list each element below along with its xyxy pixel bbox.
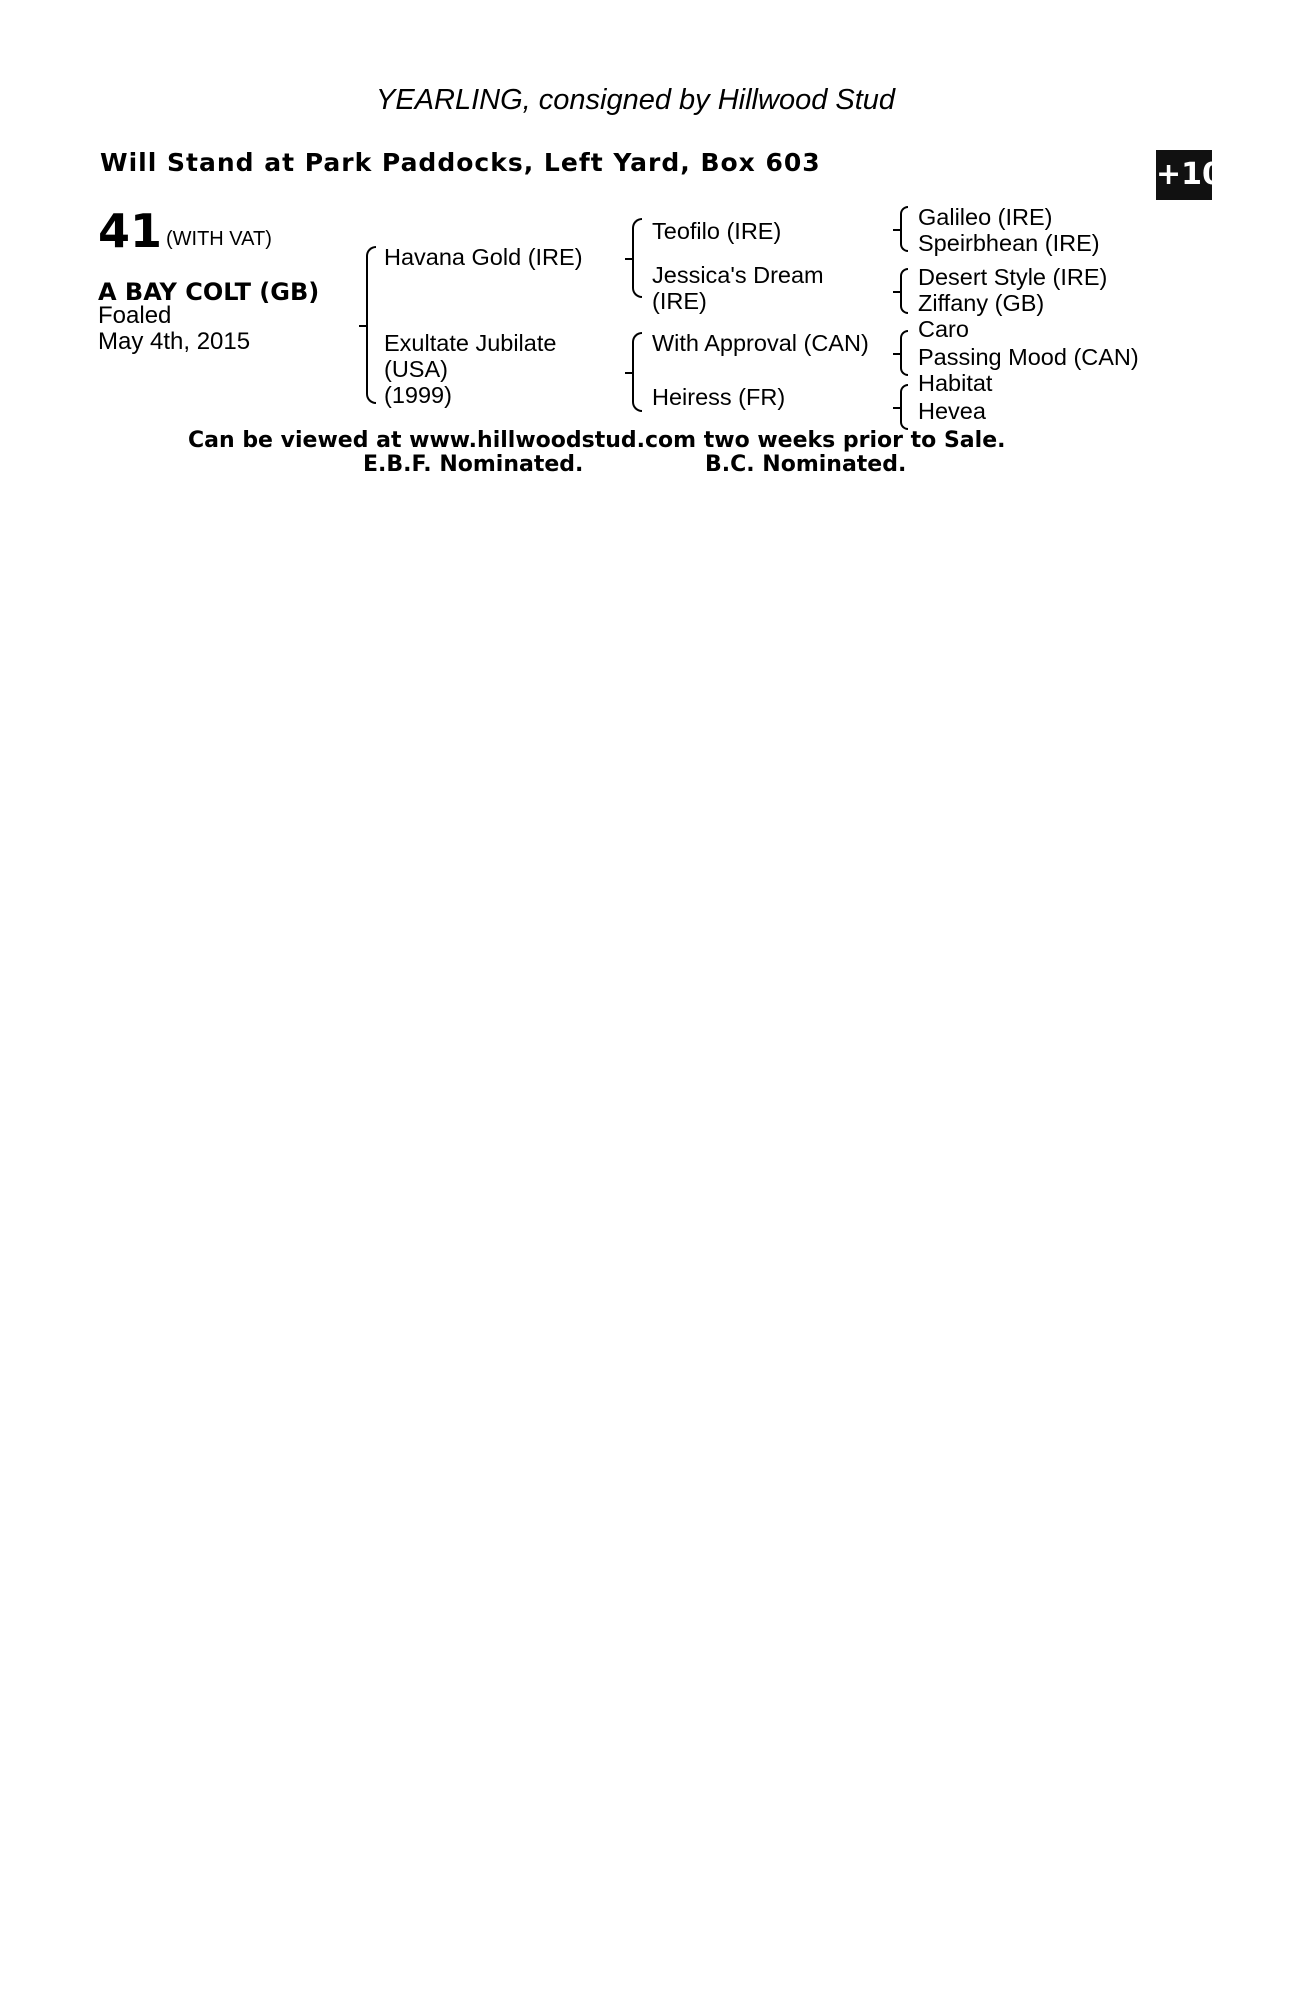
lot-number: 41 xyxy=(98,204,163,258)
brace-g3-1 xyxy=(900,206,908,252)
foaled-label: Foaled xyxy=(98,302,172,329)
foaled-date: May 4th, 2015 xyxy=(98,328,251,355)
pedigree-dds: Habitat xyxy=(918,370,993,396)
vat-note: (WITH VAT) xyxy=(166,228,272,250)
lot-description: A BAY COLT (GB) xyxy=(98,278,320,306)
stand-location: Will Stand at Park Paddocks, Left Yard, Box 603 xyxy=(100,148,821,177)
pedigree-dam-line3: (1999) xyxy=(384,382,452,408)
pedigree-dsd: Passing Mood (CAN) xyxy=(918,344,1139,370)
pedigree-ddd: Hevea xyxy=(918,398,986,424)
pedigree-ssd: Speirbhean (IRE) xyxy=(918,230,1100,256)
pedigree-sire: Havana Gold (IRE) xyxy=(384,244,583,270)
bc-nominated: B.C. Nominated. xyxy=(705,452,907,477)
consignment-title: YEARLING, consigned by Hillwood Stud xyxy=(376,84,896,116)
pedigree-dam-dam: Heiress (FR) xyxy=(652,384,786,410)
pedigree-sds: Desert Style (IRE) xyxy=(918,264,1108,290)
pedigree-dam-line1: Exultate Jubilate xyxy=(384,330,557,356)
pedigree-sdd: Ziffany (GB) xyxy=(918,290,1045,316)
brace-g3-4 xyxy=(900,384,908,430)
brace-g3-3 xyxy=(900,330,908,376)
brace-dam-parents xyxy=(632,332,642,412)
pedigree-sss: Galileo (IRE) xyxy=(918,204,1053,230)
pedigree-dam-sire: With Approval (CAN) xyxy=(652,330,869,356)
brace-sire-parents xyxy=(632,218,642,298)
pedigree-dam-line2: (USA) xyxy=(384,356,448,382)
pedigree-sire-dam-line1: Jessica's Dream xyxy=(652,262,824,288)
pedigree-sire-dam-line2: (IRE) xyxy=(652,288,707,314)
ebf-nominated: E.B.F. Nominated. xyxy=(363,452,584,477)
plus-ten-badge: +10 xyxy=(1156,150,1212,200)
brace-g3-2 xyxy=(900,268,908,314)
brace-sire-dam xyxy=(366,246,376,404)
pedigree-sire-sire: Teofilo (IRE) xyxy=(652,218,782,244)
pedigree-dss: Caro xyxy=(918,316,969,342)
viewing-note: Can be viewed at www.hillwoodstud.com two weeks prior to Sale. xyxy=(188,428,1006,453)
